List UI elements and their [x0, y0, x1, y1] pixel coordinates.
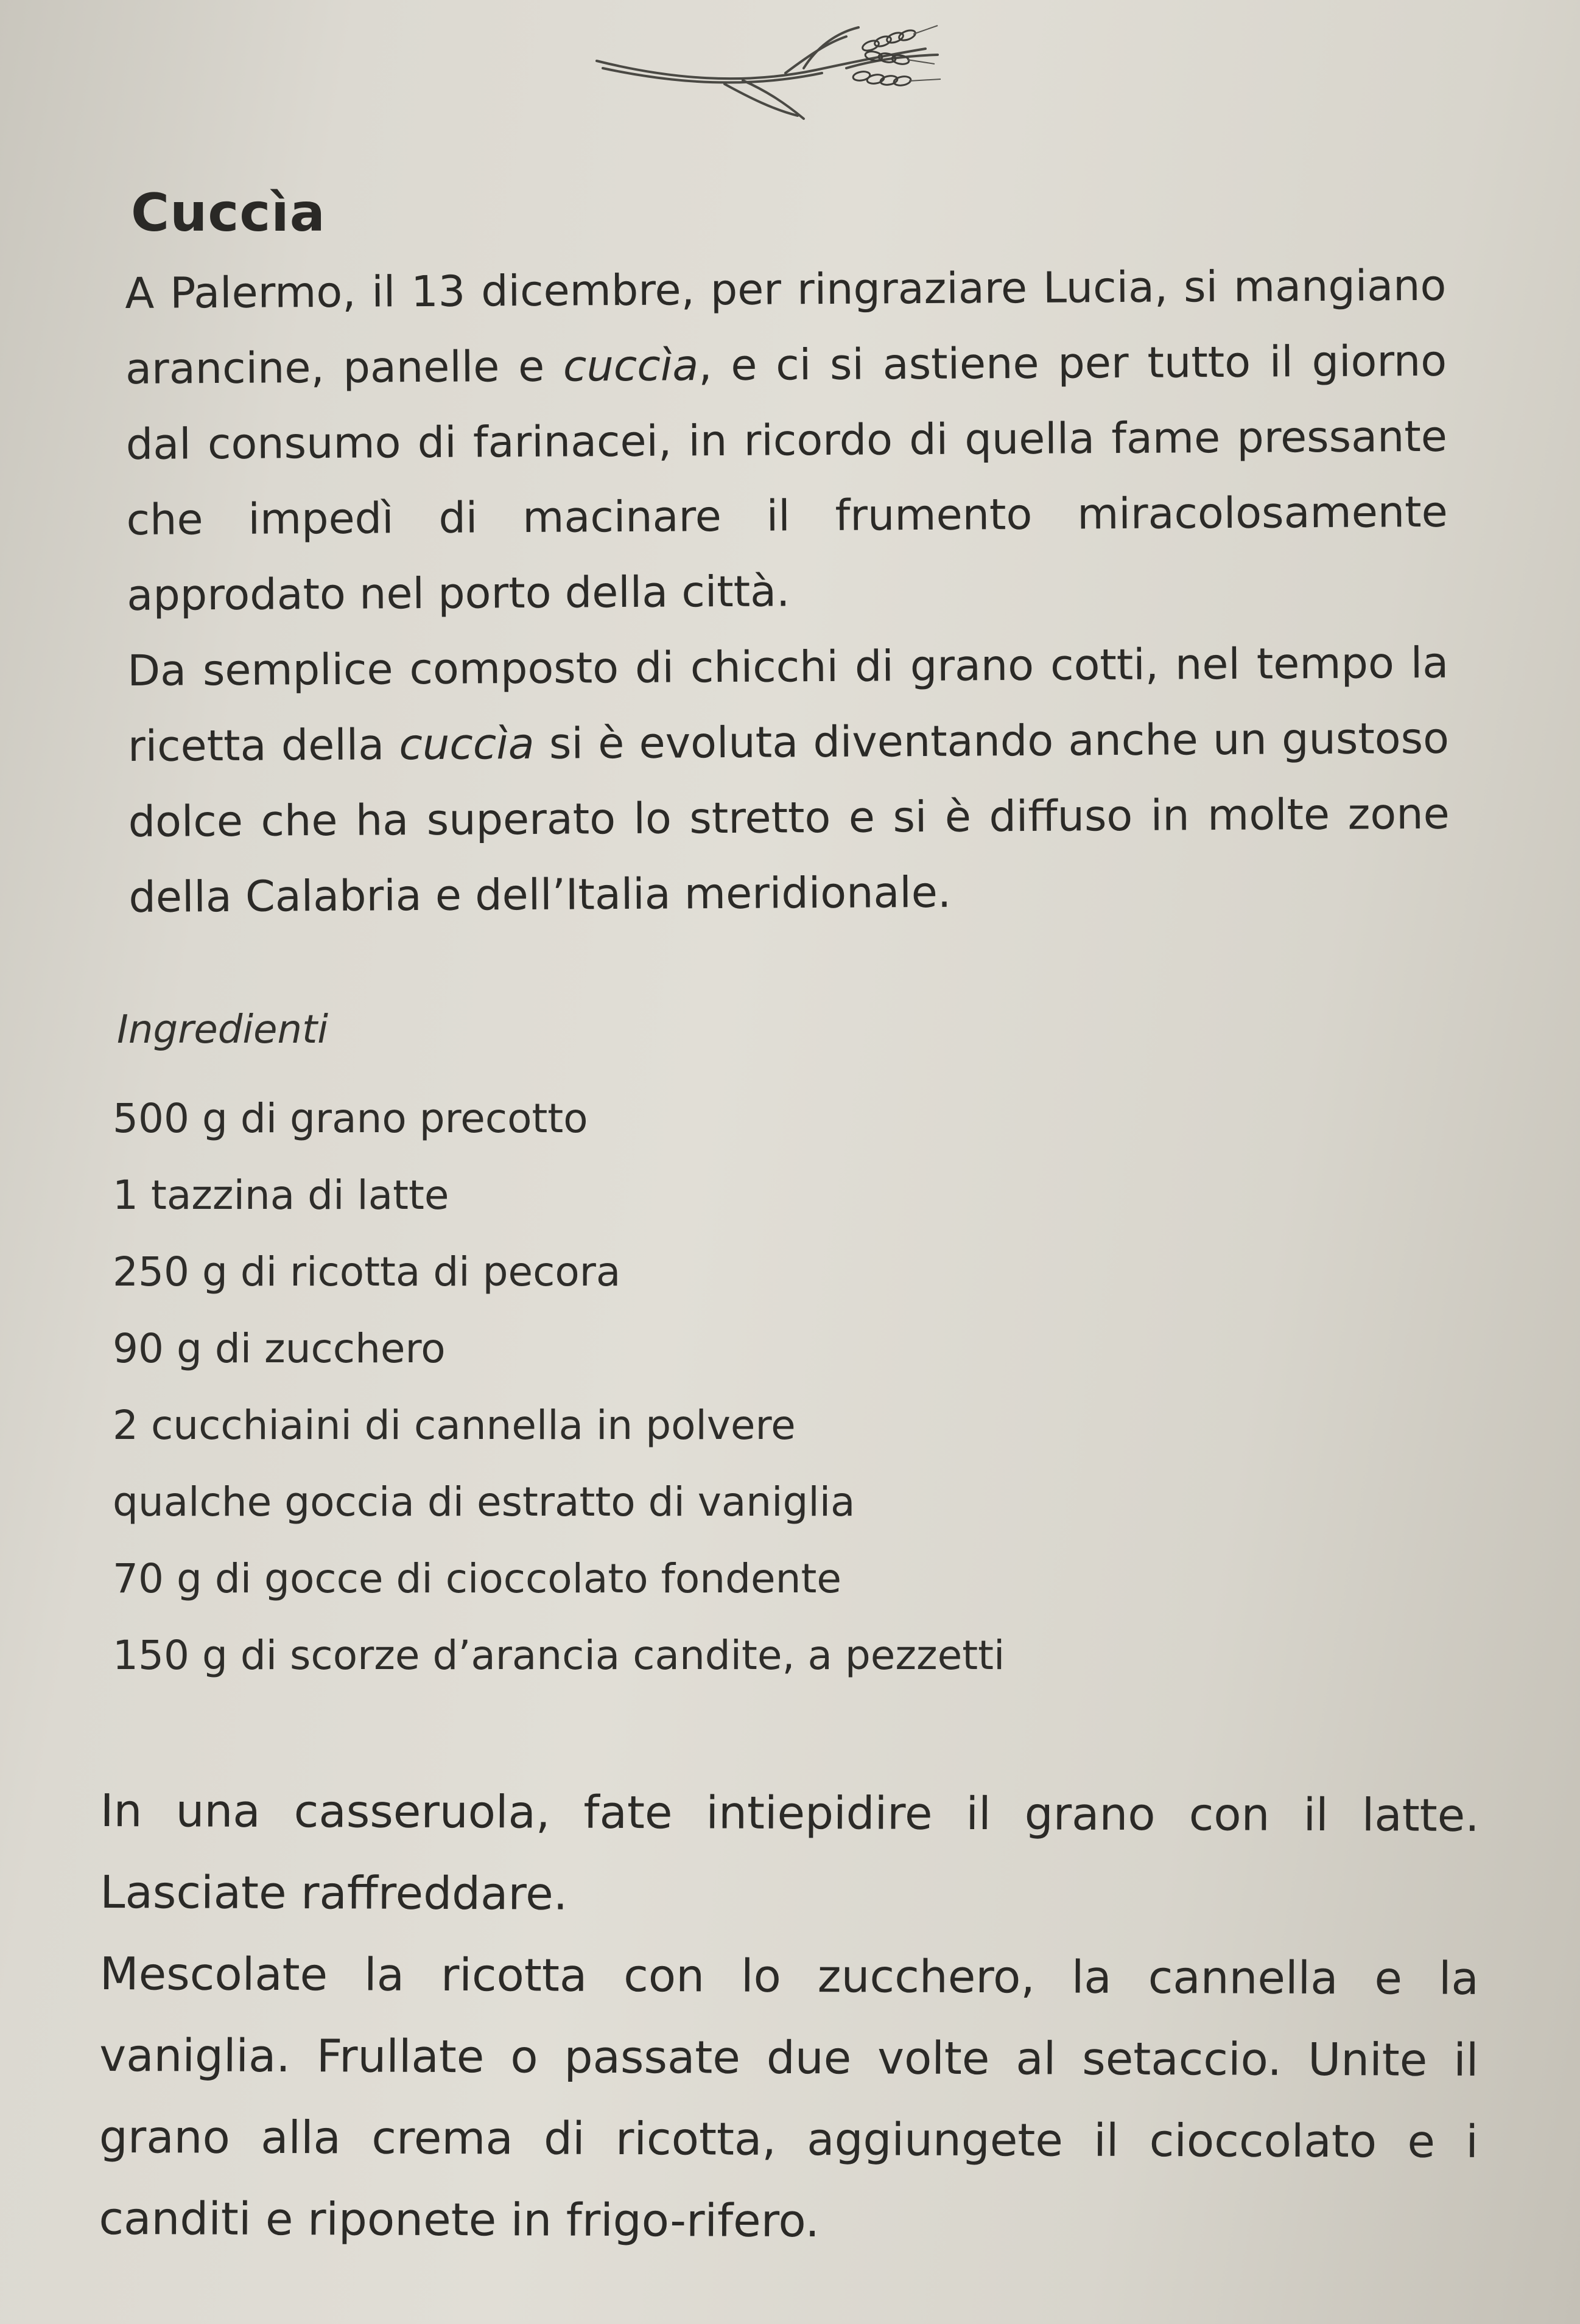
wheat-sprig-icon: [585, 12, 950, 128]
ingredients-list: [113, 1080, 1005, 1694]
method-paragraph: Mescolate la ricotta con lo zucchero, la cannella e la vaniglia. Frullate o passate due volte al setaccio. Unite il grano alla crema di ricotta, aggiungete il cioccolato e i canditi e riponete in frigo-rifero.: [99, 1947, 1479, 2248]
intro-italic-term: cuccìa: [399, 718, 535, 770]
intro-text: A Palermo, il 13 dicembre, per ringraziare Lucia, si mangiano arancine, panelle e: [125, 260, 1447, 394]
intro-text: Da semplice composto di chicchi di grano cotti, nel tempo la ricetta della: [127, 637, 1449, 771]
intro-text: si è evoluta diventando anche un gustoso dolce che ha superato lo stretto e si è diffuso in molte zone della Calabria e dell’Italia meridionale.: [128, 713, 1450, 922]
ingredient-item: 150 g di scorze d’arancia candite, a pezzetti: [113, 1632, 1005, 1679]
method-paragraph: In una casseruola, fate intiepidire il grano con il latte. Lasciate raffreddare.: [100, 1784, 1480, 1920]
intro-paragraph: [125, 248, 1448, 633]
ingredient-item: 500 g di grano precotto: [113, 1095, 588, 1142]
ingredients-heading: Ingredienti: [117, 1007, 328, 1052]
recipe-title: Cuccìa: [131, 183, 326, 243]
intro-italic-term: cuccìa: [563, 340, 699, 391]
ingredient-item: 90 g di zucchero: [113, 1325, 446, 1372]
ingredient-item: 70 g di gocce di cioccolato fondente: [113, 1555, 841, 1602]
recipe-method: [99, 1770, 1480, 2264]
intro-text: , e ci si astiene per tutto il giorno dal consumo di farinacei, in ricordo di quella fame pressante che impedì di macinare il frumento miracolosamente approdato nel porto della città.: [125, 335, 1448, 620]
recipe-intro: [125, 248, 1450, 935]
intro-paragraph: [127, 625, 1450, 935]
ingredient-item: qualche goccia di estratto di vaniglia: [113, 1479, 855, 1525]
ingredient-item: 2 cucchiaini di cannella in polvere: [113, 1402, 796, 1449]
ingredient-item: 1 tazzina di latte: [113, 1172, 449, 1219]
ingredient-item: 250 g di ricotta di pecora: [113, 1248, 621, 1295]
